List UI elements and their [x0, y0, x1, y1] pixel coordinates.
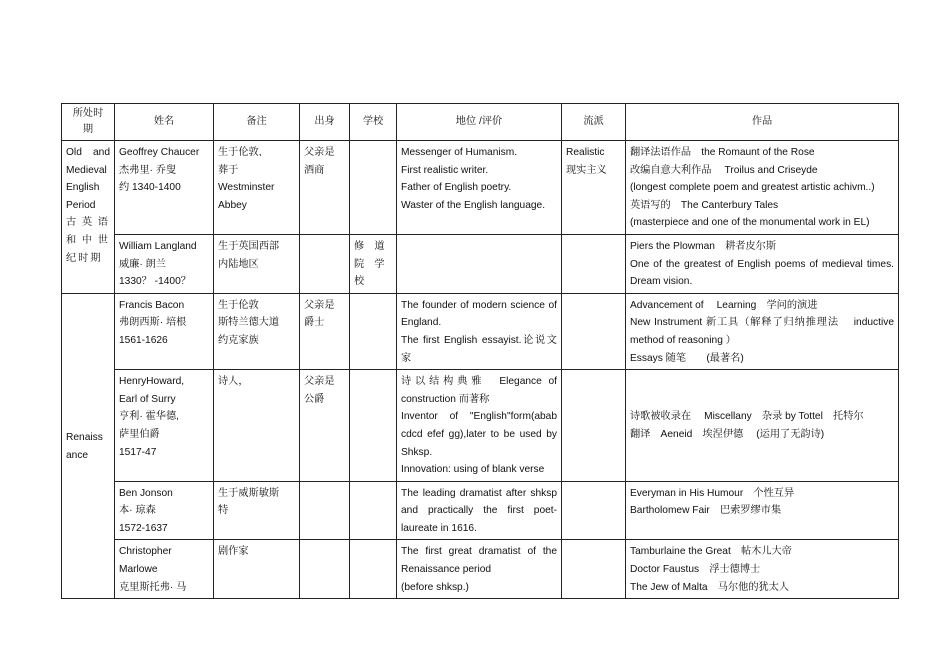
school-line: 校 [354, 276, 365, 288]
works-line: (masterpiece and one of the monumental work in EL) [630, 217, 870, 229]
name-line: Geoffrey Chaucer [119, 147, 200, 158]
school-line: 修 道 [354, 240, 385, 252]
period-label-renaissance: Renaissance [66, 431, 103, 461]
works-cell [626, 293, 899, 369]
evaluation-line: 诗以结构典雅 Elegance of construction 而著称 [401, 376, 557, 405]
period-label-cn: 古英语和中世纪时期 [66, 217, 110, 264]
name-line: 1572-1637 [119, 522, 168, 534]
origin-cell [300, 234, 350, 293]
works-line: Bartholomew Fair 巴索罗缪市集 [630, 505, 782, 517]
evaluation-line: First realistic writer. [401, 164, 489, 176]
works-line: Tamburlaine the Great 帖木儿大帝 [630, 546, 792, 558]
name-cell [115, 540, 214, 599]
genre-cell [562, 234, 626, 293]
evaluation-line: Father of English poetry. [401, 182, 512, 194]
origin-cell [300, 540, 350, 599]
genre-cell [562, 293, 626, 369]
name-line: 弗朗西斯· 培根 [119, 317, 187, 329]
evaluation-cell [397, 481, 562, 540]
origin-line: 爵士 [304, 317, 325, 329]
note-line: 生于威斯敏斯 [218, 487, 280, 499]
origin-line: 父亲是 [304, 299, 335, 311]
header-works: 作品 [626, 104, 899, 141]
note-line: 诗人， [218, 376, 249, 388]
header-origin: 出身 [300, 104, 350, 141]
works-line: New Instrument 新工具（解释了归纳推理法 inductive method of reasoning ） [630, 317, 894, 346]
evaluation-line: The first English essayist.论说文家 [401, 334, 557, 364]
table-row [62, 370, 899, 482]
note-line: 约克家族 [218, 334, 259, 346]
name-line: 萨里伯爵 [119, 428, 160, 440]
school-cell [350, 293, 397, 369]
evaluation-cell [397, 141, 562, 235]
name-cell [115, 481, 214, 540]
works-line: The Jew of Malta 马尔他的犹太人 [630, 581, 790, 593]
school-cell [350, 141, 397, 235]
evaluation-line: Waster of the English language. [401, 199, 546, 211]
header-evaluation: 地位 /评价 [397, 104, 562, 141]
table-row [62, 293, 899, 369]
genre-line: 现实主义 [566, 164, 607, 176]
works-line: 翻译 Aeneid 埃涅伊德 (运用了无韵诗) [630, 428, 825, 440]
note-line: 生于英国西部 [218, 240, 280, 252]
origin-cell [300, 370, 350, 482]
works-cell [626, 481, 899, 540]
period-label-en: Old and Medieval English Period [66, 147, 110, 211]
school-cell [350, 234, 397, 293]
genre-cell [562, 540, 626, 599]
evaluation-line: The founder of modern science of England. [401, 299, 557, 329]
note-line: 生于伦敦 [218, 299, 259, 311]
evaluation-line: (before shksp.) [401, 581, 469, 593]
works-line: Piers the Plowman 耕者皮尔斯 [630, 240, 777, 252]
name-line: 本· 琼森 [119, 505, 156, 517]
name-line: HenryHoward, [119, 376, 185, 388]
header-name: 姓名 [115, 104, 214, 141]
name-line: Christopher [119, 546, 172, 558]
works-cell [626, 370, 899, 482]
name-line: 1330？ -1400？ [119, 276, 191, 288]
evaluation-line: Innovation: using of blank verse [401, 464, 545, 476]
evaluation-line: Inventor of "English"form(abab cdcd efef gg),later to be used by Shksp. [401, 411, 557, 458]
name-line: 威廉· 朗兰 [119, 258, 166, 270]
works-cell [626, 540, 899, 599]
works-line: Doctor Faustus 浮士德博士 [630, 564, 761, 576]
note-cell [214, 540, 300, 599]
name-line: 亨利· 霍华德, [119, 411, 179, 423]
origin-line: 父亲是 [304, 376, 335, 388]
evaluation-cell [397, 234, 562, 293]
evaluation-cell [397, 293, 562, 369]
works-line: 诗歌被收录在 Miscellany 杂录 by Tottel 托特尔 [630, 411, 864, 423]
note-line: Westminster [218, 182, 275, 194]
genre-cell [562, 481, 626, 540]
evaluation-line: The first great dramatist of the Renaissance period [401, 546, 557, 576]
name-line: Earl of Surry [119, 393, 176, 405]
name-cell [115, 370, 214, 482]
note-cell [214, 293, 300, 369]
period-cell-medieval [62, 141, 115, 294]
header-genre: 流派 [562, 104, 626, 141]
genre-line: Realistic [566, 147, 605, 158]
name-line: 克里斯托弗· 马 [119, 581, 187, 593]
name-cell [115, 141, 214, 235]
origin-line: 公爵 [304, 393, 325, 405]
note-line: 生于伦敦, [218, 147, 262, 158]
works-line: 改编自意大利作品 Troilus and Criseyde [630, 164, 818, 176]
name-line: Ben Jonson [119, 487, 173, 499]
period-cell-renaissance [62, 293, 115, 599]
note-line: 特 [218, 505, 229, 517]
origin-cell [300, 141, 350, 235]
school-cell [350, 540, 397, 599]
name-line: William Langland [119, 240, 197, 252]
works-line: One of the greatest of English poems of medieval times. Dream vision. [630, 258, 905, 288]
note-line: 剧作家 [218, 546, 249, 558]
note-cell [214, 141, 300, 235]
origin-line: 酒商 [304, 164, 325, 176]
note-line: 斯特兰德大道 [218, 317, 280, 329]
table-row [62, 540, 899, 599]
evaluation-cell [397, 540, 562, 599]
header-school: 学校 [350, 104, 397, 141]
name-line: 1517-47 [119, 446, 157, 458]
note-cell [214, 234, 300, 293]
genre-cell [562, 370, 626, 482]
evaluation-line: Messenger of Humanism. [401, 147, 518, 158]
literature-table [61, 103, 905, 599]
name-line: Marlowe [119, 564, 158, 576]
works-line: 英语写的 The Canterbury Tales [630, 199, 779, 211]
name-cell [115, 293, 214, 369]
school-cell [350, 481, 397, 540]
works-line: Everyman in His Humour 个性互异 [630, 487, 795, 499]
note-line: Abbey [218, 199, 247, 211]
header-row [62, 104, 899, 141]
note-line: 内陆地区 [218, 258, 259, 270]
name-line: 约 1340-1400 [119, 182, 181, 194]
header-note: 备注 [214, 104, 300, 141]
origin-line: 父亲是 [304, 147, 335, 158]
school-cell [350, 370, 397, 482]
works-line: Essays 随笔 (最著名) [630, 352, 744, 364]
name-line: 1561-1626 [119, 334, 168, 346]
evaluation-cell [397, 370, 562, 482]
note-cell [214, 370, 300, 482]
table-row [62, 481, 899, 540]
name-line: Francis Bacon [119, 299, 185, 311]
works-cell [626, 141, 899, 235]
table-row [62, 141, 899, 235]
table-row [62, 234, 899, 293]
works-cell [626, 234, 905, 293]
works-line: (longest complete poem and greatest artistic achivm..) [630, 182, 875, 194]
origin-cell [300, 293, 350, 369]
name-cell [115, 234, 214, 293]
note-cell [214, 481, 300, 540]
school-line: 院 学 [354, 258, 385, 270]
origin-cell [300, 481, 350, 540]
header-period: 所处时期 [62, 104, 115, 141]
note-line: 葬于 [218, 164, 239, 176]
works-line: 翻译法语作品 the Romaunt of the Rose [630, 147, 815, 158]
works-line: Advancement of Learning 学问的演进 [630, 299, 818, 311]
evaluation-line: The leading dramatist after shksp and practically the first poet-laureate in 1616. [401, 487, 557, 534]
genre-cell [562, 141, 626, 235]
name-line: 杰弗里· 乔叟 [119, 164, 177, 176]
